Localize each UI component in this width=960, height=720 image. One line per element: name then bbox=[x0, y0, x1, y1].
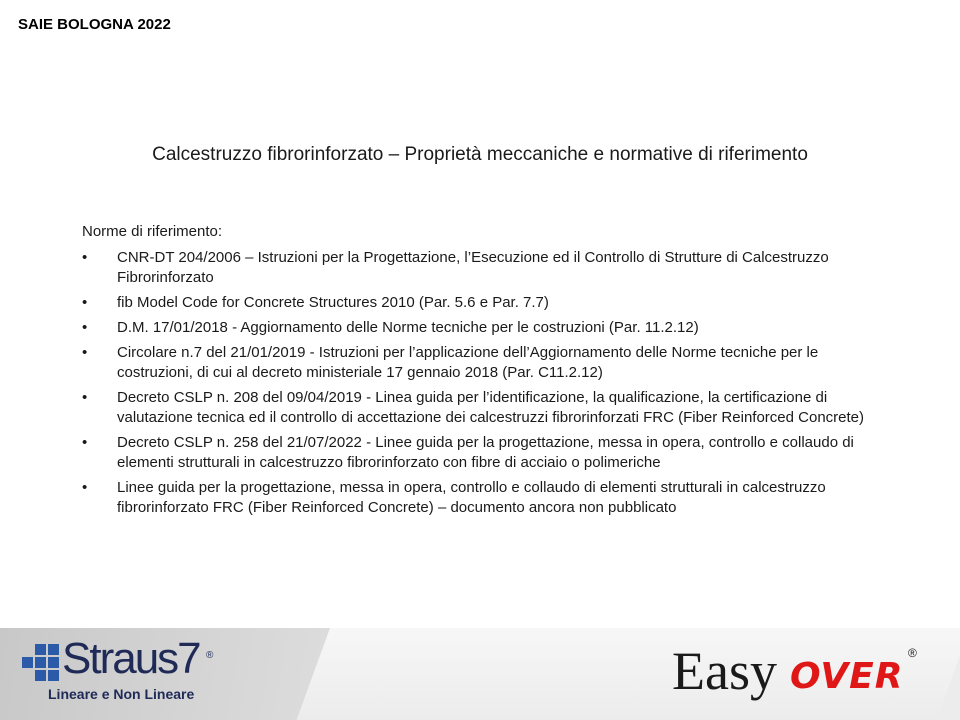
bullet-icon: • bbox=[82, 294, 88, 311]
squares-icon bbox=[22, 644, 60, 682]
list-item bbox=[82, 388, 882, 428]
references-intro: Norme di riferimento: bbox=[82, 223, 223, 240]
footer-band bbox=[0, 628, 960, 720]
list-item bbox=[82, 478, 882, 518]
reference-text: Decreto CSLP n. 208 del 09/04/2019 - Linea guida per l’identificazione, la qualificazione, la certificazione di valutazione tecnica ed il controllo di accettazione dei calcestruzzi fibrorinforzati FRC (Fiber Reinforced Concrete) bbox=[117, 389, 864, 426]
references-list bbox=[82, 248, 882, 518]
easyover-logo bbox=[672, 641, 932, 714]
bullet-icon: • bbox=[82, 319, 88, 336]
reference-text: CNR-DT 204/2006 – Istruzioni per la Progettazione, l’Esecuzione ed il Controllo di Strutture di Calcestruzzo Fibrorinforzato bbox=[117, 249, 829, 286]
list-item bbox=[82, 293, 882, 313]
slide-title: Calcestruzzo fibrorinforzato – Proprietà meccaniche e normative di riferimento bbox=[152, 144, 808, 165]
reference-text: Linee guida per la progettazione, messa in opera, controllo e collaudo di elementi strutturali in calcestruzzo fibrorinforzato FRC (Fiber Reinforced Concrete) – documento ancora non pubblicato bbox=[117, 479, 826, 516]
list-item bbox=[82, 318, 882, 338]
straus7-wordmark: Straus7 bbox=[62, 634, 200, 683]
reference-text: fib Model Code for Concrete Structures 2010 (Par. 5.6 e Par. 7.7) bbox=[117, 294, 549, 311]
reference-text: Decreto CSLP n. 258 del 21/07/2022 - Linee guida per la progettazione, messa in opera, controllo e collaudo di elementi strutturali in calcestruzzo fibrorinforzato con fibre di acciaio o polimeriche bbox=[117, 434, 854, 471]
easyover-wordmark-over: OVER bbox=[790, 656, 904, 697]
straus7-logo bbox=[22, 634, 222, 712]
reference-text: D.M. 17/01/2018 - Aggiornamento delle Norme tecniche per le costruzioni (Par. 11.2.12) bbox=[117, 319, 699, 336]
references-section bbox=[82, 222, 882, 523]
bullet-icon: • bbox=[82, 479, 88, 496]
straus7-tagline: Lineare e Non Lineare bbox=[48, 686, 195, 702]
bullet-icon: • bbox=[82, 434, 88, 451]
bullet-icon: • bbox=[82, 389, 88, 406]
event-label: SAIE BOLOGNA 2022 bbox=[18, 16, 171, 33]
registered-mark: ® bbox=[206, 650, 214, 661]
reference-text: Circolare n.7 del 21/01/2019 - Istruzioni per l’applicazione dell’Aggiornamento delle Norme tecniche per le costruzioni, di cui al decreto ministeriale 17 gennaio 2018 (Par. C11.2.12) bbox=[117, 344, 819, 381]
list-item bbox=[82, 248, 882, 288]
bullet-icon: • bbox=[82, 344, 88, 361]
bullet-icon: • bbox=[82, 249, 88, 266]
list-item bbox=[82, 433, 882, 473]
list-item bbox=[82, 343, 882, 383]
easyover-wordmark-easy: Easy bbox=[672, 641, 777, 701]
registered-mark: ® bbox=[908, 646, 917, 660]
